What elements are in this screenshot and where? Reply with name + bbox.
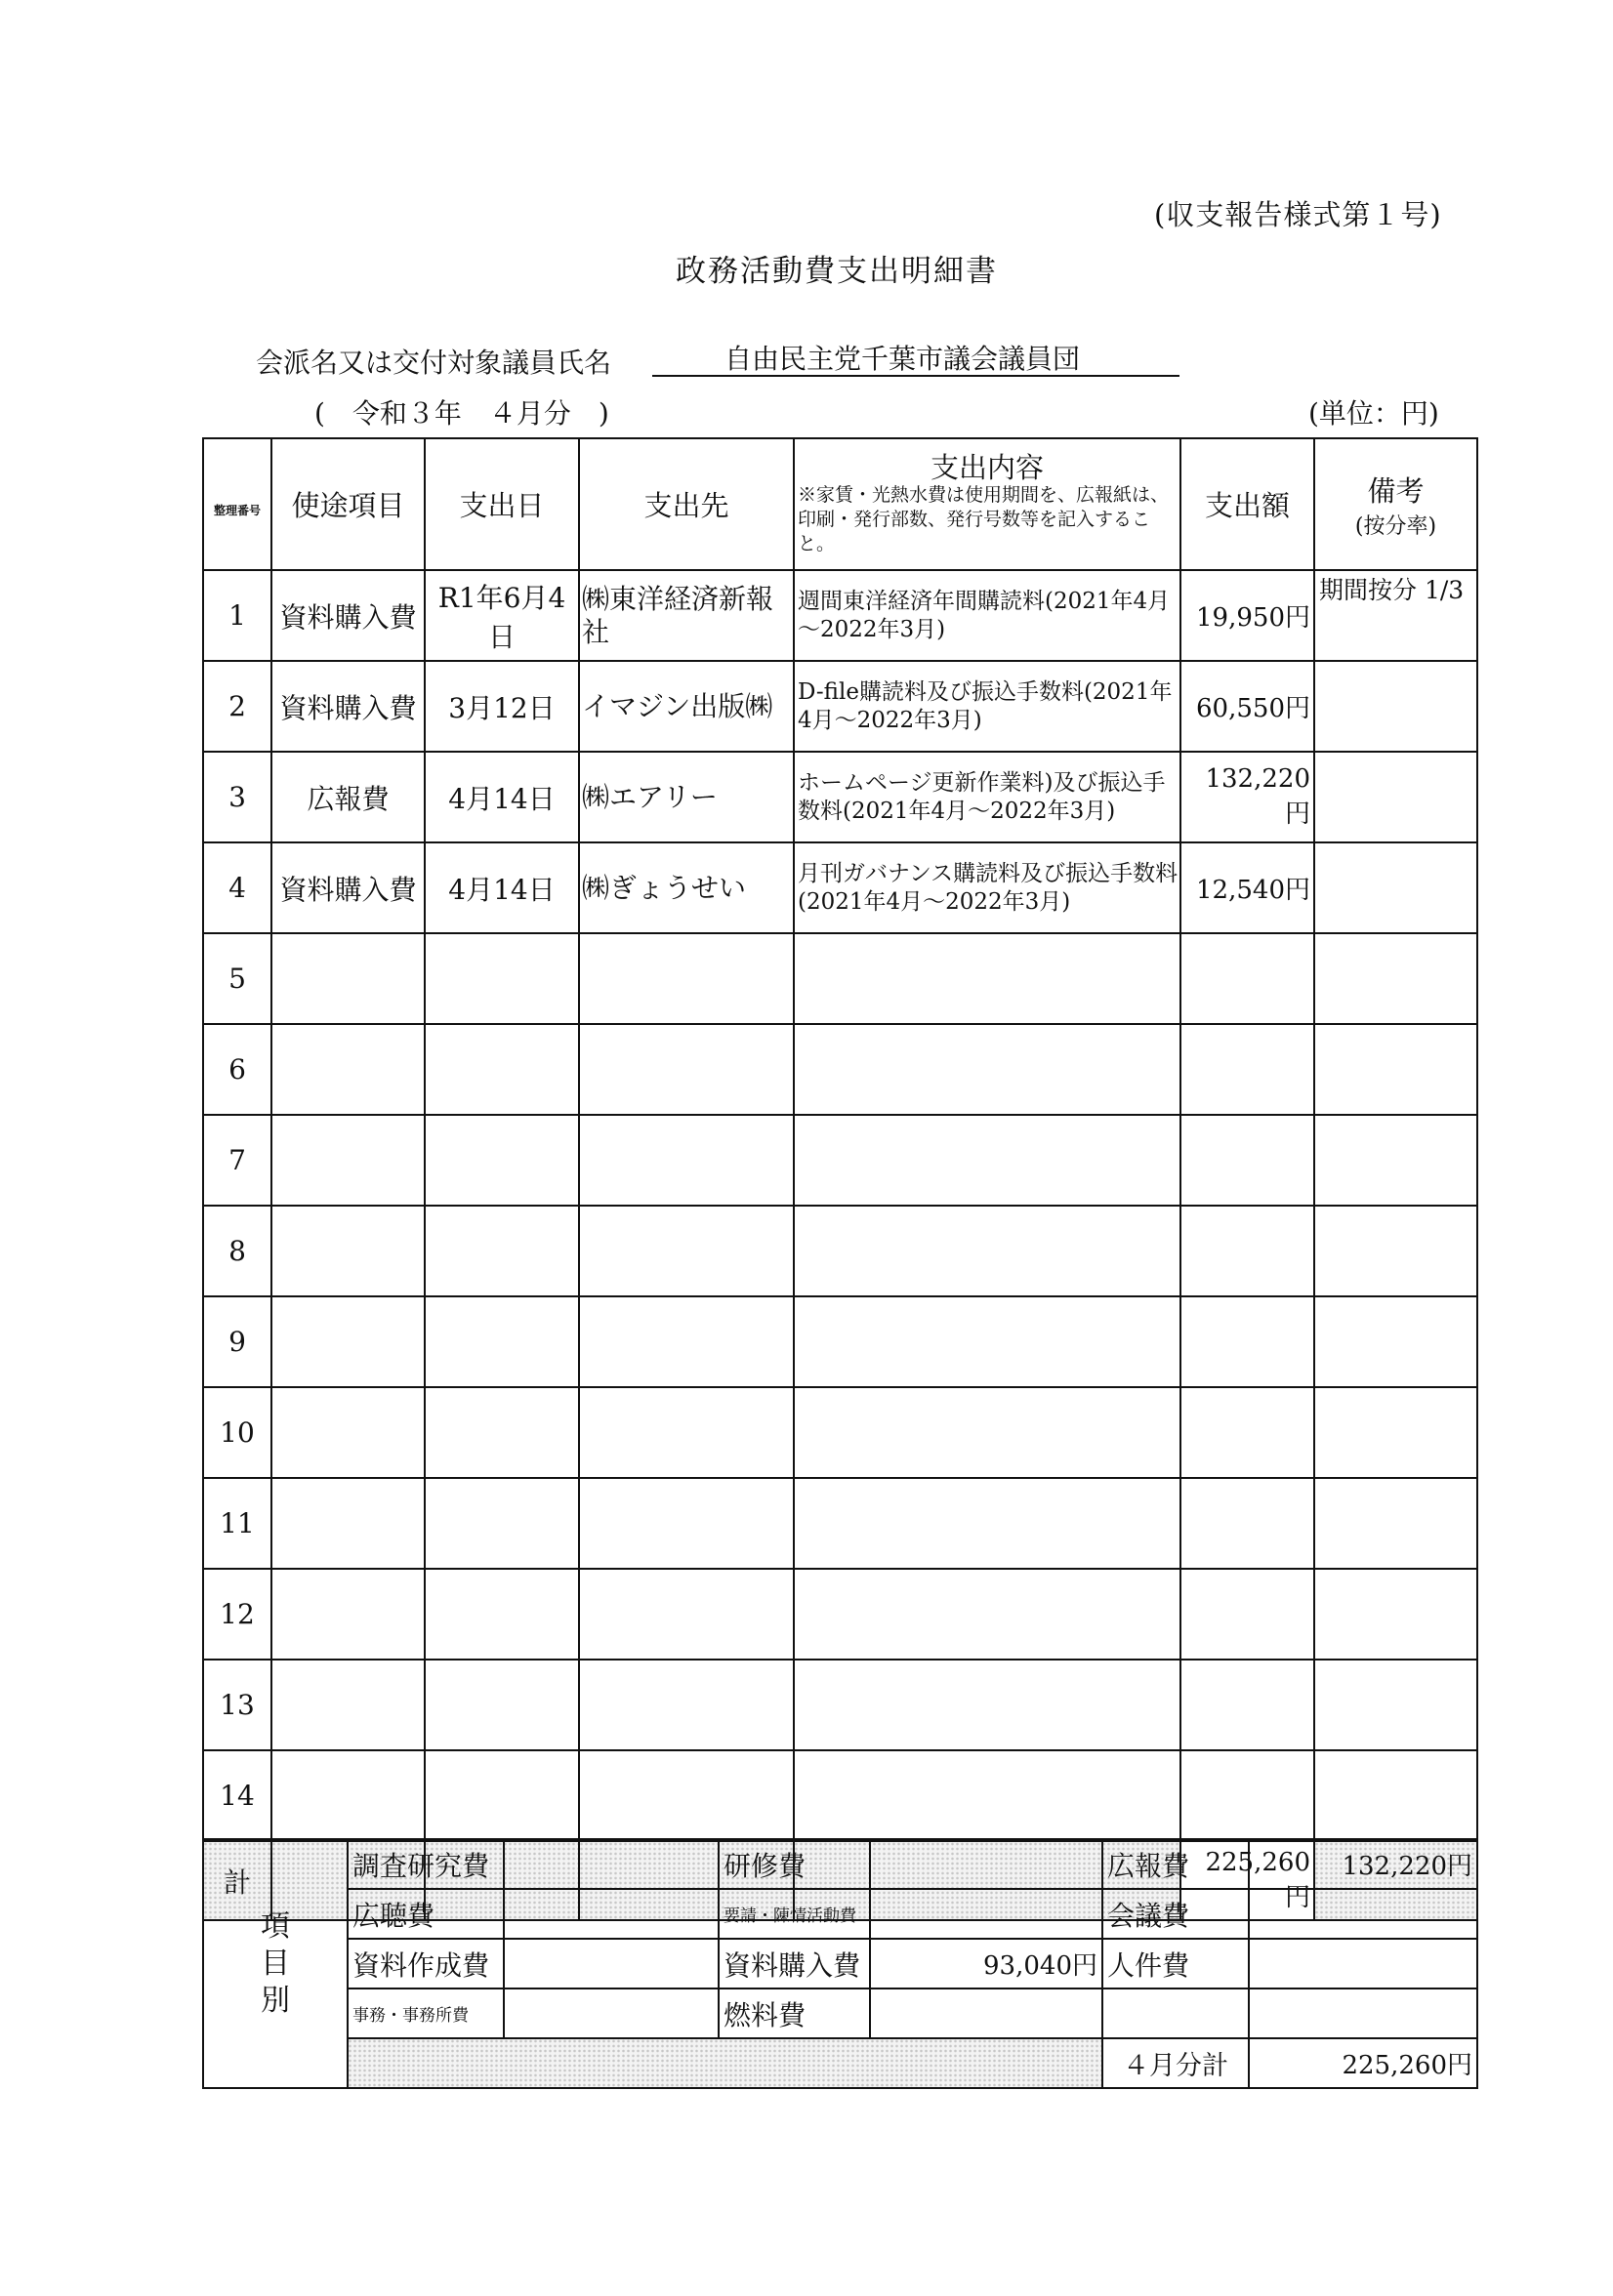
cell-no: 1 (203, 570, 271, 661)
cell-payee: ㈱ぎょうせい (579, 842, 794, 933)
report-period: ( 令和３年 ４月分 ) (314, 397, 609, 430)
summary-category-label: 調査研究費 (348, 1839, 504, 1889)
cell-note (1314, 1750, 1477, 1841)
header-no: 整理番号 (203, 438, 271, 570)
category-summary-table (202, 1838, 1478, 2089)
cell-amount (1180, 1569, 1314, 1660)
summary-category-value (870, 1889, 1102, 1939)
header-note-title: 備考 (1367, 473, 1425, 508)
cell-note (1314, 752, 1477, 842)
cell-amount (1180, 1296, 1314, 1387)
summary-row (203, 1939, 1477, 1988)
summary-category-label: 広聴費 (348, 1889, 504, 1939)
cell-content: D-file購読料及び振込手数料(2021年4月～2022年3月) (794, 661, 1180, 752)
cell-category: 資料購入費 (271, 842, 425, 933)
cell-payee (579, 1660, 794, 1750)
summary-category-value (504, 1889, 719, 1939)
cell-date (425, 1387, 579, 1478)
cell-payee (579, 933, 794, 1024)
cell-content (794, 1478, 1180, 1569)
cell-date (425, 1660, 579, 1750)
cell-amount (1180, 1660, 1314, 1750)
document-title: 政務活動費支出明細書 (676, 254, 998, 289)
summary-category-label: 燃料費 (719, 1988, 870, 2038)
summary-category-label: 広報費 (1102, 1839, 1249, 1889)
cell-no: 12 (203, 1569, 271, 1660)
summary-row (203, 1889, 1477, 1939)
table-row (203, 570, 1477, 661)
summary-category-value: 132,220円 (1249, 1839, 1477, 1889)
table-row (203, 1296, 1477, 1387)
table-row (203, 1569, 1477, 1660)
party-name: 自由民主党千葉市議会議員団 (652, 338, 1179, 377)
month-total-label: ４月分計 (1102, 2038, 1249, 2088)
cell-content (794, 933, 1180, 1024)
cell-category (271, 1569, 425, 1660)
cell-amount (1180, 1478, 1314, 1569)
cell-no: 4 (203, 842, 271, 933)
month-total-value: 225,260円 (1249, 2038, 1477, 2088)
unit-label: (単位：円) (1308, 397, 1439, 430)
cell-note (1314, 1387, 1477, 1478)
summary-side-label (203, 1839, 348, 2088)
header-content (794, 438, 1180, 570)
cell-content: ホームページ更新作業料)及び振込手数料(2021年4月～2022年3月) (794, 752, 1180, 842)
table-row (203, 1206, 1477, 1296)
cell-note (1314, 933, 1477, 1024)
cell-category (271, 1296, 425, 1387)
header-category: 使途項目 (271, 438, 425, 570)
cell-category (271, 1206, 425, 1296)
cell-amount (1180, 1115, 1314, 1206)
cell-note (1314, 1206, 1477, 1296)
cell-category (271, 1478, 425, 1569)
summary-category-value (504, 1839, 719, 1889)
cell-note (1314, 1478, 1477, 1569)
cell-amount (1180, 1387, 1314, 1478)
cell-no: 13 (203, 1660, 271, 1750)
cell-date (425, 933, 579, 1024)
cell-content (794, 1115, 1180, 1206)
table-row (203, 1660, 1477, 1750)
form-number: (収支報告様式第１号) (1154, 198, 1442, 231)
cell-payee (579, 1750, 794, 1841)
cell-note: 期間按分 1/3 (1314, 570, 1477, 661)
cell-payee (579, 1024, 794, 1115)
cell-payee (579, 1387, 794, 1478)
summary-category-label (1102, 1988, 1249, 2038)
summary-category-value (504, 1939, 719, 1988)
cell-payee (579, 1478, 794, 1569)
cell-note (1314, 1024, 1477, 1115)
table-row (203, 1387, 1477, 1478)
table-row (203, 842, 1477, 933)
summary-category-value (870, 1839, 1102, 1889)
header-note (1314, 438, 1477, 570)
summary-category-value (1249, 1988, 1477, 2038)
cell-payee (579, 1115, 794, 1206)
table-row (203, 1750, 1477, 1841)
cell-content (794, 1660, 1180, 1750)
side-label-char: 別 (261, 1983, 290, 2018)
summary-row (203, 1839, 1477, 1889)
cell-no: 8 (203, 1206, 271, 1296)
summary-category-value (1249, 1889, 1477, 1939)
cell-amount (1180, 1024, 1314, 1115)
summary-category-label: 人件費 (1102, 1939, 1249, 1988)
cell-no: 3 (203, 752, 271, 842)
table-header-row (203, 438, 1477, 570)
total-label: 計 (203, 1841, 271, 1920)
cell-no: 10 (203, 1387, 271, 1478)
cell-amount: 60,550円 (1180, 661, 1314, 752)
summary-category-label: 研修費 (719, 1839, 870, 1889)
header-date: 支出日 (425, 438, 579, 570)
table-row (203, 661, 1477, 752)
summary-category-value (504, 1988, 719, 2038)
cell-category (271, 1387, 425, 1478)
cell-amount: 132,220円 (1180, 752, 1314, 842)
cell-date: R1年6月4日 (425, 570, 579, 661)
cell-payee: イマジン出版㈱ (579, 661, 794, 752)
cell-payee: ㈱東洋経済新報社 (579, 570, 794, 661)
summary-category-value (1249, 1939, 1477, 1988)
cell-amount (1180, 1750, 1314, 1841)
summary-category-label: 要請・陳情活動費 (719, 1889, 870, 1939)
cell-category: 広報費 (271, 752, 425, 842)
cell-category (271, 933, 425, 1024)
cell-note (1314, 1660, 1477, 1750)
header-content-title: 支出内容 (930, 451, 1044, 484)
cell-note (1314, 1115, 1477, 1206)
cell-content (794, 1296, 1180, 1387)
cell-note (1314, 842, 1477, 933)
cell-date (425, 1206, 579, 1296)
table-row (203, 933, 1477, 1024)
cell-date: 4月14日 (425, 752, 579, 842)
cell-category (271, 1024, 425, 1115)
cell-no: 11 (203, 1478, 271, 1569)
shaded-cell (348, 2038, 1102, 2088)
cell-category (271, 1115, 425, 1206)
header-note-sub: (按分率) (1354, 513, 1437, 539)
summary-category-label: 資料作成費 (348, 1939, 504, 1988)
cell-no: 14 (203, 1750, 271, 1841)
cell-content (794, 1387, 1180, 1478)
cell-no: 9 (203, 1296, 271, 1387)
summary-row (203, 1988, 1477, 2038)
cell-content (794, 1750, 1180, 1841)
cell-category (271, 1750, 425, 1841)
cell-no: 2 (203, 661, 271, 752)
cell-content (794, 1569, 1180, 1660)
cell-note (1314, 661, 1477, 752)
summary-category-value (870, 1988, 1102, 2038)
cell-note (1314, 1569, 1477, 1660)
cell-content: 月刊ガバナンス購読料及び振込手数料(2021年4月～2022年3月) (794, 842, 1180, 933)
cell-amount: 12,540円 (1180, 842, 1314, 933)
cell-payee: ㈱エアリー (579, 752, 794, 842)
header-content-note: ※家賃・光熱水費は使用期間を、広報紙は、印刷・発行部数、発行号数等を記入すること。 (798, 484, 1170, 554)
summary-category-value: 93,040円 (870, 1939, 1102, 1988)
cell-date (425, 1750, 579, 1841)
cell-date: 4月14日 (425, 842, 579, 933)
cell-no: 5 (203, 933, 271, 1024)
summary-total-row (203, 2038, 1477, 2088)
cell-date (425, 1296, 579, 1387)
side-label-char: 項 (261, 1908, 290, 1944)
cell-content: 週間東洋経済年間購読料(2021年4月～2022年3月) (794, 570, 1180, 661)
cell-content (794, 1024, 1180, 1115)
cell-amount (1180, 933, 1314, 1024)
table-row (203, 1024, 1477, 1115)
cell-amount: 19,950円 (1180, 570, 1314, 661)
cell-note (1314, 1296, 1477, 1387)
cell-date (425, 1115, 579, 1206)
cell-no: 6 (203, 1024, 271, 1115)
cell-category: 資料購入費 (271, 570, 425, 661)
cell-content (794, 1206, 1180, 1296)
party-label: 会派名又は交付対象議員氏名 (256, 347, 612, 379)
table-row (203, 1478, 1477, 1569)
summary-category-label: 事務・事務所費 (348, 1988, 504, 2038)
cell-date (425, 1478, 579, 1569)
cell-category: 資料購入費 (271, 661, 425, 752)
total-amount: 225,260円 (1180, 1841, 1314, 1920)
side-label-char: 目 (261, 1946, 290, 1981)
header-amount: 支出額 (1180, 438, 1314, 570)
cell-date: 3月12日 (425, 661, 579, 752)
cell-date (425, 1024, 579, 1115)
table-row (203, 752, 1477, 842)
table-row (203, 1115, 1477, 1206)
cell-category (271, 1660, 425, 1750)
cell-date (425, 1569, 579, 1660)
expense-detail-table (202, 437, 1478, 1921)
summary-category-label: 会議費 (1102, 1889, 1249, 1939)
summary-category-label: 資料購入費 (719, 1939, 870, 1988)
cell-no: 7 (203, 1115, 271, 1206)
cell-payee (579, 1296, 794, 1387)
cell-payee (579, 1569, 794, 1660)
header-payee: 支出先 (579, 438, 794, 570)
cell-payee (579, 1206, 794, 1296)
cell-amount (1180, 1206, 1314, 1296)
